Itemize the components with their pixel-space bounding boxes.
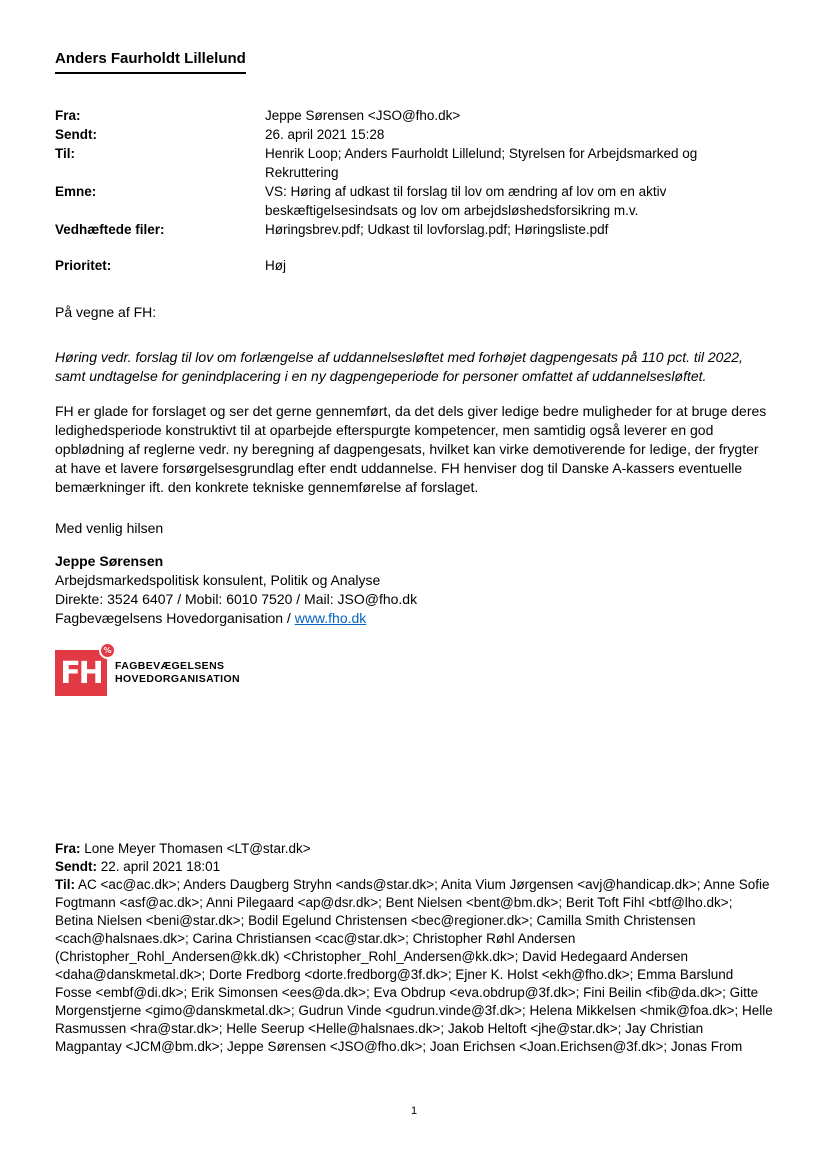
forwarded-sent-label: Sendt: bbox=[55, 859, 97, 874]
to-value: Henrik Loop; Anders Faurholdt Lillelund; Styrelsen for Arbejdsmarked og Rekruttering bbox=[265, 146, 698, 180]
fh-logo-badge-icon: % bbox=[99, 642, 116, 659]
email-header-fields bbox=[55, 106, 773, 275]
forwarded-to-label: Til: bbox=[55, 877, 75, 892]
forwarded-sent-value: 22. april 2021 18:01 bbox=[97, 859, 221, 874]
signature-name: Jeppe Sørensen bbox=[55, 553, 164, 569]
signature-org-line bbox=[55, 609, 773, 628]
forwarded-sent-line bbox=[55, 858, 773, 876]
field-row-subject bbox=[55, 182, 773, 220]
from-value: Jeppe Sørensen <JSO@fho.dk> bbox=[265, 108, 461, 123]
body-main-paragraph: FH er glade for forslaget og ser det gerne gennemført, da det dels giver ledige bedre muligheder for at bruge deres ledighedsperiode konstruktivt til at oparbejde efterspurgte kompetencer, men samtidig også leverer en god opblødning af reglerne vedr. ny beregning af dagpengesats, hvilket kan virke demotiverende for ledige, der frygter at have et lavere forsørgelsesgrundlag efter endt uddannelse. FH henviser dog til Danske A-kassers eventuelle bemærkninger ift. den konkrete tekniske gennemførelse af forslaget. bbox=[55, 403, 767, 495]
attachments-label: Vedhæftede filer: bbox=[55, 222, 165, 237]
signature-org-prefix: Fagbevægelsens Hovedorganisation / bbox=[55, 610, 295, 626]
to-label: Til: bbox=[55, 146, 75, 161]
from-label: Fra: bbox=[55, 108, 81, 123]
fh-logo-letters: FH bbox=[60, 655, 102, 691]
subject-label: Emne: bbox=[55, 184, 97, 199]
forwarded-to-line bbox=[55, 876, 773, 1056]
email-body bbox=[55, 303, 773, 538]
fh-logo-icon bbox=[55, 646, 112, 696]
signature-title: Arbejdsmarkedspolitisk konsulent, Politik og Analyse bbox=[55, 572, 381, 588]
forwarded-from-line bbox=[55, 840, 773, 858]
field-row-from bbox=[55, 106, 773, 125]
field-row-attachments bbox=[55, 220, 773, 239]
subject-value: VS: Høring af udkast til forslag til lov om ændring af lov om en aktiv beskæftigelsesindsats og lov om arbejdsløshedsforsikring m.v. bbox=[265, 184, 667, 218]
forwarded-from-label: Fra: bbox=[55, 841, 81, 856]
body-subject-line: Høring vedr. forslag til lov om forlængelse af uddannelsesløftet med forhøjet dagpengesats på 110 pct. til 2022, samt undtagelse for genindplacering i en ny dagpengeperiode for personer omfattet af uddannelsesløftet. bbox=[55, 349, 743, 384]
forwarded-message-header bbox=[55, 840, 773, 1056]
signature-block bbox=[55, 552, 773, 628]
field-row-sent bbox=[55, 125, 773, 144]
fh-logo-text-line2: HOVEDORGANISATION bbox=[115, 673, 241, 685]
priority-value: Høj bbox=[265, 258, 286, 273]
body-intro: På vegne af FH: bbox=[55, 304, 157, 320]
fh-logo-block bbox=[55, 646, 773, 696]
attachments-value: Høringsbrev.pdf; Udkast til lovforslag.pdf; Høringsliste.pdf bbox=[265, 222, 609, 237]
fho-website-link[interactable]: www.fho.dk bbox=[294, 610, 367, 626]
body-closing: Med venlig hilsen bbox=[55, 520, 164, 536]
fh-logo-text bbox=[115, 660, 240, 685]
forwarded-to-value: AC <ac@ac.dk>; Anders Daugberg Stryhn <ands@star.dk>; Anita Vium Jørgensen <avj@handicap.dk>; Anne Sofie Fogtmann <asf@ac.dk>; Anni Pilegaard <ap@dsr.dk>; Bent Nielsen <bent@bm.dk>; Berit Toft Fihl <btf@lho.dk>; Betina Nielsen <beni@star.dk>; Bodil Egelund Christensen <bec@regioner.dk>; Camilla Smith Christensen <cach@halsnaes.dk>; Carina Christiansen <cac@star.dk>; Christopher Røhl Andersen (Christopher_Rohl_Andersen@kk.dk) <Christopher_Rohl_Andersen@kk.dk>; David Hedegaard Andersen <daha@danskmetal.dk>; Dorte Fredborg <dorte.fredborg@3f.dk>; Ejner K. Holst <ekh@fho.dk>; Emma Barslund Fosse <embf@di.dk>; Erik Simonsen <ees@da.dk>; Eva Obdrup <eva.obdrup@3f.dk>; Fini Beilin <fib@da.dk>; Gitte Morgenstjerne <gimo@danskmetal.dk>; Gudrun Vinde <gudrun.vinde@3f.dk>; Helena Mikkelsen <hmik@foa.dk>; Helle Rasmussen <hra@star.dk>; Helle Seerup <Helle@halsnaes.dk>; Jakob Heltoft <jhe@star.dk>; Jay Christian Magpantay <JCM@bm.dk>; Jeppe Sørensen <JSO@fho.dk>; Joan Erichsen <Joan.Erichsen@3f.dk>; Jonas From bbox=[55, 877, 773, 1054]
forwarded-from-value: Lone Meyer Thomasen <LT@star.dk> bbox=[80, 841, 311, 856]
field-row-to bbox=[55, 144, 773, 182]
sent-label: Sendt: bbox=[55, 127, 97, 142]
signature-contact: Direkte: 3524 6407 / Mobil: 6010 7520 / Mail: JSO@fho.dk bbox=[55, 591, 418, 607]
sent-value: 26. april 2021 15:28 bbox=[265, 127, 385, 142]
document-header-name: Anders Faurholdt Lillelund bbox=[55, 50, 246, 74]
fh-logo-text-line1: FAGBEVÆGELSENS bbox=[115, 660, 225, 673]
field-row-priority bbox=[55, 256, 773, 275]
priority-label: Prioritet: bbox=[55, 258, 112, 273]
page-number: 1 bbox=[410, 1105, 418, 1117]
